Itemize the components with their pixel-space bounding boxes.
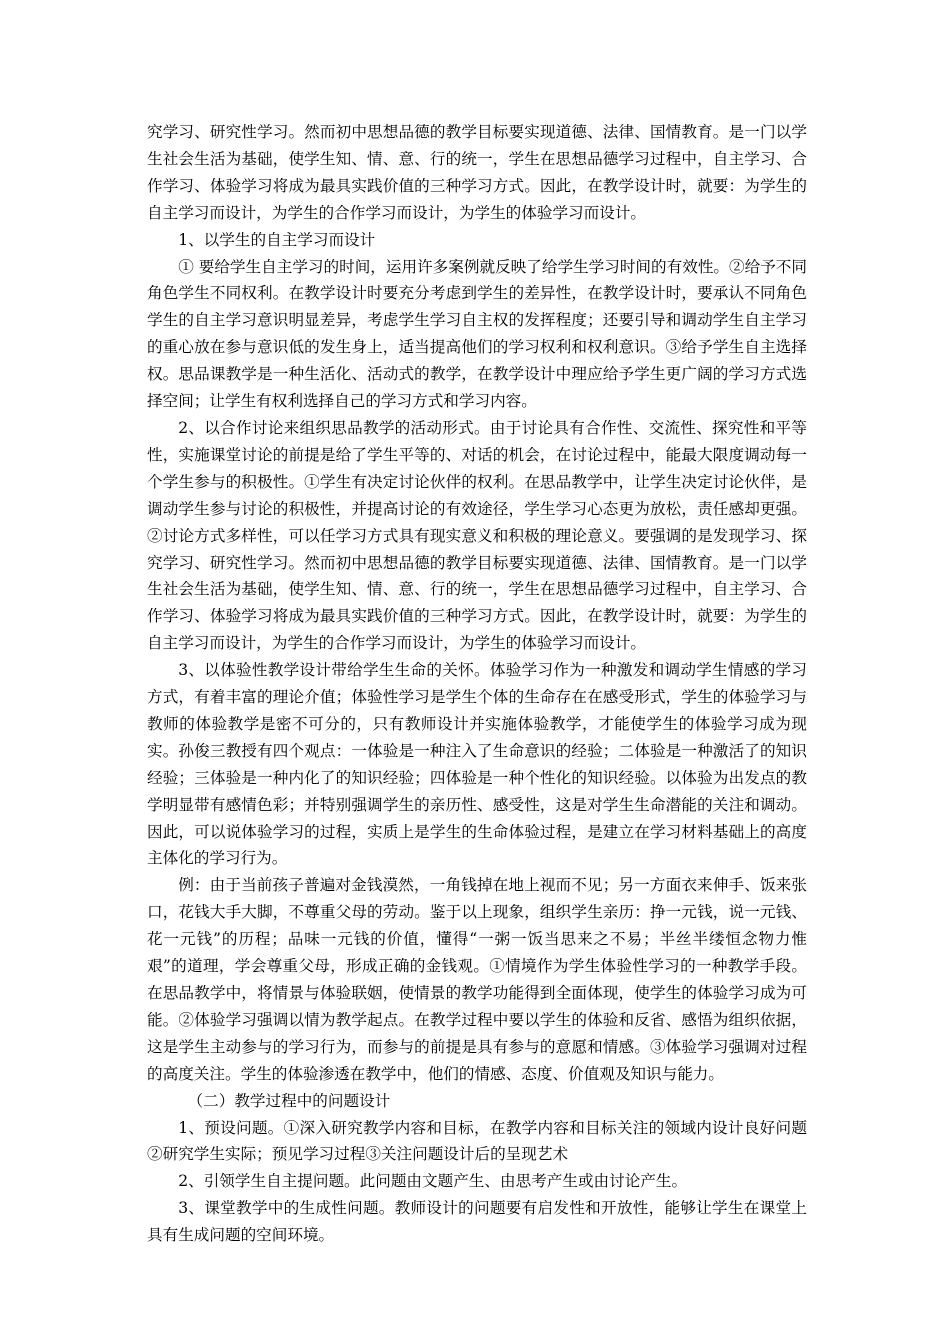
paragraph-experiential-teaching: 3、以体验性教学设计带给学生生命的关怀。体验学习作为一种激发和调动学生情感的学习方式，有着丰富的理论介值；体验性学习是学生个体的生命存在在感受形式，学生的体验学习与教师的体验教学是密不可分的，只有教师设计并实施体验教学，才能使学生的体验学习成为现实。孙俊三教授有四个观点：一体验是一种注入了生命意识的经验；二体验是一种激活了的知识经验；三体验是一种内化了的知识经验；四体验是一种个性化的知识经验。以体验为出发点的教学明显带有感情色彩；并特别强调学生的亲历性、感受性，这是对学生生命潜能的关注和调动。因此，可以说体验学习的过程，实质上是学生的生命体验过程，是建立在学习材料基础上的高度主体化的学习行为。: [147, 661, 807, 868]
paragraph-generative-questions: 3、课堂教学中的生成性问题。教师设计的问题要有启发性和开放性，能够让学生在课堂上具有生成问题的空间环境。: [147, 1199, 807, 1245]
paragraph-preset-questions: 1、预设问题。①深入研究教学内容和目标，在教学内容和目标关注的领域内设计良好问题②研究学生实际；预见学习过程③关注问题设计后的呈现艺术: [147, 1118, 807, 1164]
paragraph-cooperative-discussion: 2、以合作讨论来组织思品教学的活动形式。由于讨论具有合作性、交流性、探究性和平等性，实施课堂讨论的前提是给了学生平等的、对话的机会，在讨论过程中，能最大限度调动每一个学生参与的积极性。①学生有决定讨论伙伴的权利。在思品教学中，让学生决定讨论伙伴，是调动学生参与讨论的积极性，并提高讨论的有效途径，学生学习心态更为放松，责任感却更强。②讨论方式多样性，可以任学习方式具有现实意义和积极的理论意义。要强调的是发现学习、探究学习、研究性学习。然而初中思想品德的教学目标要实现道德、法律、国情教育。是一门以学生社会生活为基础，使学生知、情、意、行的统一，学生在思想品德学习过程中，自主学习、合作学习、体验学习将成为最具实践价值的三种学习方式。因此，在教学设计时，就要：为学生的自主学习而设计，为学生的合作学习而设计，为学生的体验学习而设计。: [147, 418, 807, 653]
document-body: [147, 119, 807, 1249]
paragraph-example: 例：由于当前孩子普遍对金钱漠然，一角钱掉在地上视而不见；另一方面衣来伸手、饭来张口，花钱大手大脚，不尊重父母的劳动。鉴于以上现象，组织学生亲历：挣一元钱，说一元钱、花一元钱”的历程；品味一元钱的价值，懂得“一粥一饭当思来之不易；半丝半缕恒念物力惟艰”的道理，学会尊重父母，形成正确的金钱观。①情境作为学生体验性学习的一种教学手段。在思品教学中，将情景与体验联姻，使情景的教学功能得到全面体现，使学生的体验学习成为可能。②体验学习强调以情为教学起点。在教学过程中要以学生的体验和反省、感悟为组织依据，这是学生主动参与的学习行为，而参与的前提是具有参与的意愿和情感。③体验学习强调对过程的高度关注。学生的体验渗透在教学中，他们的情感、态度、价值观及知识与能力。: [147, 876, 807, 1083]
paragraph-intro-continued: 究学习、研究性学习。然而初中思想品德的教学目标要实现道德、法律、国情教育。是一门以学生社会生活为基础，使学生知、情、意、行的统一，学生在思想品德学习过程中，自主学习、合作学习、体验学习将成为最具实践价值的三种学习方式。因此，在教学设计时，就要：为学生的自主学习而设计，为学生的合作学习而设计，为学生的体验学习而设计。: [147, 123, 807, 222]
paragraph-autonomous-learning: ① 要给学生自主学习的时间，运用许多案例就反映了给学生学习时间的有效性。②给予不同角色学生不同权利。在教学设计时要充分考虑到学生的差异性，在教学设计时，要承认不同角色学生的自主学习意识明显差异，考虑学生学习自主权的发挥程度；还要引导和调动学生自主学习的重心放在参与意识低的发生身上，适当提高他们的学习权利和权利意识。③给予学生自主选择权。思品课教学是一种生活化、活动式的教学，在教学设计中理应给予学生更广阔的学习方式选择空间；让学生有权利选择自己的学习方式和学习内容。: [147, 257, 807, 411]
heading-question-design: （二）教学过程中的问题设计: [187, 1091, 391, 1110]
heading-autonomous-learning: 1、以学生的自主学习而设计: [178, 230, 376, 249]
paragraph-student-questions: 2、引领学生自主提问题。此问题由文题产生、由思考产生或由讨论产生。: [178, 1172, 688, 1191]
